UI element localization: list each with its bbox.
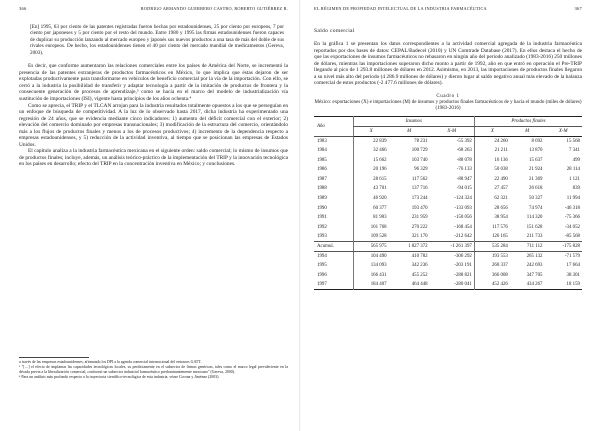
table-cell-value: -212 642 xyxy=(454,234,472,240)
table-row xyxy=(314,184,582,194)
table-cell-value: 18 159 xyxy=(566,282,580,288)
table-cell-value: 117 562 xyxy=(411,176,428,182)
table-cell-year: 1985 xyxy=(317,157,327,163)
table-cell-value: 347 705 xyxy=(526,272,543,278)
block-quote xyxy=(19,24,288,56)
table-cell-year: 1991 xyxy=(317,215,327,221)
table-cell-value: 50 038 xyxy=(474,165,510,175)
table-caption xyxy=(314,94,582,113)
table-cell-value: 1 827 372 xyxy=(389,242,430,252)
table-cell-value: -75 366 xyxy=(564,215,580,221)
footnotes xyxy=(19,357,288,379)
table-cell-value: 38 954 xyxy=(474,213,510,223)
table-cell-value: -94 015 xyxy=(456,186,472,192)
table-cell-value: 1 121 xyxy=(568,176,580,182)
table-cell-year: 1984 xyxy=(317,148,327,154)
table-cell-value: 499 xyxy=(572,157,580,163)
table-row xyxy=(314,136,582,146)
table-row xyxy=(314,251,582,261)
col-group-finales: Productos finales xyxy=(474,117,582,127)
table-cell-value: 151 628 xyxy=(526,224,543,230)
table-cell-value: 74 974 xyxy=(529,205,543,211)
table-row xyxy=(314,270,582,280)
paragraph: Como se aprecia, el TRIP y el TLCAN arrojan para la industria resultados totalmente opuestos a los que se perseguían en un enfoque de búsqueda de competitividad. A la luz de lo observado hasta 2017, dicha industria ha experimentado una regresión de 24 años, que se evidencia mediante cinco indicadores: 1) aumento del déficit comercial con el exterior; 2) elevación del comercio dominado por empresas transnacionales; 3) modificación de la estructura del comercio, orientándolo más a los flujos de productos finales y menos a los de procesos productivos; 4) incremento de la dependencia respecto a empresas estadounidenses, y 5) reducción de la actividad inventiva, al tiempo que se posicionan las empresas de Estados Unidos. xyxy=(19,102,288,148)
col-header-xm: X-M xyxy=(430,127,475,137)
col-group-insumos: Insumos xyxy=(353,117,474,127)
table-cell-year: 1995 xyxy=(317,263,327,269)
table-cell-value: 28 615 xyxy=(353,175,389,185)
table-cell-year: 1986 xyxy=(317,167,327,173)
section-title: Saldo comercial xyxy=(314,28,355,34)
left-body-text xyxy=(19,63,288,168)
table-body xyxy=(314,136,582,290)
table-cell-year: 1990 xyxy=(317,205,327,211)
footnote: ³ "[…] el efecto de implantar las capacidades tecnológicas locales, su perdiciamente en el subsector de firmas genéricas, tales como el marco legal prevaleciente en la década previa a la liberalización comercial, conformó un subsector industrial farmacéutico predominantemente mexicano" (Gereva, 2000). xyxy=(19,364,288,374)
table-cell-value: -175 828 xyxy=(544,242,582,252)
table-cell-value: 38 301 xyxy=(566,272,580,278)
col-header-m: M xyxy=(510,127,545,137)
footnote: ⁴ Para un análisis más profundo respecto a la trayectoria científico-tecnológica de esta industria, véase Corona y Jiménez (2003). xyxy=(19,374,220,379)
col-header-year: Año xyxy=(314,117,353,136)
table-cell-value: -34 052 xyxy=(564,224,580,230)
table-cell-value: -150 056 xyxy=(454,215,472,221)
table-cell-value: 100 729 xyxy=(411,148,428,154)
table-cell-value: 455 252 xyxy=(411,272,428,278)
table-cell-value: 27 457 xyxy=(474,184,510,194)
footnote: a través de las empresas estadounidenses, afirmando los DPI a la agenda comercial internacional del entonces GATT. xyxy=(19,360,202,364)
table-cell-value: 184 407 xyxy=(353,280,389,290)
table-cell-value: -88 947 xyxy=(456,176,472,182)
col-header-m: M xyxy=(389,127,430,137)
table-cell-value: 11 994 xyxy=(566,195,580,201)
quote-text: [En] 1995, 63 por ciento de las patentes registradas fueron hechas por estadounidenses, 25 por ciento por europeos, 7 por ciento por japoneses y 5 por ciento por el resto del mundo. Entre 1980 y 1995 las firmas estadounidenses fueron capaces de duplicar su producción lanzando al mercado europeo y japonés sus nuevos productos a una tasa de más del doble de sus rivales europeos. De hecho, los estadounidenses tienen el 40 por ciento del mercado mundial de medicamentos (Gereva, 2003). xyxy=(30,24,284,56)
table-cell-value: 711 112 xyxy=(510,242,545,252)
table-cell-year: 1997 xyxy=(317,282,327,288)
paragraph: En la gráfica 1 se presentan los datos correspondientes a la actividad comercial agregada de la industria farmacéutica reportados por dos bases de datos: CEPAL/Badecel (2010) y UN Comtrade Database (2017). En ellos destaca el hecho de que las exportaciones de insumos farmacéuticos no rebasaron en ningún año del periodo analizado (1983-2016) 250 millones de dólares, mientras las importaciones superaron dicho monto a partir de 1992, año en que entró en operación el Pre-TRIP llegando al pico de 1 293.8 millones de dólares en 2012. Asimismo, en 2013, las importaciones de productos finales llegaron a su nivel más alto del periodo (4 286.9 millones de dólares) y dieron lugar al saldo negativo anual más elevado de la balanza comercial de estos productos (-2 477.6 millones de dólares). xyxy=(314,41,582,87)
table-cell-value: 60 377 xyxy=(353,203,389,213)
table-row xyxy=(314,146,582,156)
right-running-head: EL RÉGIMEN DE PROPIEDAD INTELECTUAL DE LA INDUSTRIA FARMACÉUTICA xyxy=(314,6,487,11)
table-cell-value: 17 664 xyxy=(566,263,580,269)
table-cell-value: 78 231 xyxy=(414,138,428,144)
table-cell-value: 20 196 xyxy=(353,165,389,175)
table-cell-value: 104 490 xyxy=(353,251,389,261)
table-row xyxy=(314,213,582,223)
table-cell-value: 7 341 xyxy=(568,148,580,154)
table-cell-value: 13 870 xyxy=(529,148,543,154)
table-cell-value: 24 260 xyxy=(474,136,510,146)
table-cell-value: 15 568 xyxy=(566,138,580,144)
table-label: Cuadro 1 xyxy=(436,93,460,99)
table-cell-value: 109 528 xyxy=(353,232,389,242)
col-header-x: X xyxy=(474,127,510,137)
table-cell-value: 62 321 xyxy=(474,194,510,204)
table-cell-value: 134 093 xyxy=(353,261,389,271)
table-cell-year: 1983 xyxy=(317,138,327,144)
table-cell-value: -1 261 397 xyxy=(430,242,475,252)
col-header-xm: X-M xyxy=(544,127,582,137)
table-cell-value: -46 318 xyxy=(564,205,580,211)
table-cell-value: 28 656 xyxy=(474,203,510,213)
table-cell-value: 260 337 xyxy=(474,261,510,271)
table-cell-value: 103 740 xyxy=(411,157,428,163)
table-period: (1983-2016) xyxy=(435,106,461,112)
table-cell-value: 26 618 xyxy=(529,186,543,192)
table-cell-value: -306 292 xyxy=(454,253,472,259)
table-cell-value: -124 324 xyxy=(454,195,472,201)
table-cell-year: 1992 xyxy=(317,224,327,230)
table-cell-value: -203 191 xyxy=(454,263,472,269)
table-cell-value: 321 170 xyxy=(411,234,428,240)
table-cell-value: 464 448 xyxy=(411,282,428,288)
table-cell-value: -133 093 xyxy=(454,205,472,211)
table-title: México: exportaciones (X) e importaciones (M) de insumos y productos finales farmacéuticos de y hacia el mundo (miles de dólares) xyxy=(314,100,582,106)
table-cell-value: 565 975 xyxy=(353,242,389,252)
table-row xyxy=(314,242,582,252)
table-cell-value: 166 431 xyxy=(353,270,389,280)
trade-table xyxy=(314,116,582,290)
table-cell-value: -71 579 xyxy=(564,253,580,259)
table-cell-value: 242 693 xyxy=(526,263,543,269)
col-header-x: X xyxy=(353,127,389,137)
table-cell-value: 137 716 xyxy=(411,186,428,192)
table-cell-year: 1996 xyxy=(317,272,327,278)
table-row xyxy=(314,203,582,213)
table-cell-value: 8 692 xyxy=(531,138,543,144)
table-cell-year: 1987 xyxy=(317,176,327,182)
table-cell-value: 101 768 xyxy=(353,222,389,232)
table-cell-year: 1989 xyxy=(317,195,327,201)
table-row xyxy=(314,261,582,271)
table-cell-value: 535 284 xyxy=(474,242,510,252)
table-cell-value: 114 320 xyxy=(526,215,543,221)
table-cell-value: 211 733 xyxy=(526,234,543,240)
table-cell-value: 342 236 xyxy=(411,263,428,269)
table-cell-value: 839 xyxy=(572,186,580,192)
table-cell-value: 21 211 xyxy=(474,146,510,156)
table-row xyxy=(314,222,582,232)
table-cell-value: 270 222 xyxy=(411,224,428,230)
table-cell-year: 1994 xyxy=(317,253,327,259)
table-cell-value: 46 920 xyxy=(353,194,389,204)
left-running-head: RODRIGO ARMANDO GUERRERO CASTRO, ROBERTO GUTIÉRREZ R. xyxy=(140,6,288,11)
right-page-number: 367 xyxy=(574,6,582,11)
table-cell-value: -288 821 xyxy=(454,272,472,278)
table-cell-value: 265 132 xyxy=(526,253,543,259)
table-cell-value: -280 041 xyxy=(454,282,472,288)
table-cell-value: 21 924 xyxy=(529,167,543,173)
table-cell-value: 81 903 xyxy=(353,213,389,223)
footnote-rule xyxy=(19,357,89,358)
table-row xyxy=(314,175,582,185)
table-row xyxy=(314,155,582,165)
table-cell-value: -168 454 xyxy=(454,224,472,230)
table-cell-value: 193 470 xyxy=(411,205,428,211)
table-row xyxy=(314,280,582,290)
table-cell-year: 1988 xyxy=(317,186,327,192)
table-cell-value: 231 959 xyxy=(411,215,428,221)
left-running-header xyxy=(19,6,288,14)
table-cell-value: -85 568 xyxy=(564,234,580,240)
table-cell-value: -76 133 xyxy=(456,167,472,173)
table-row xyxy=(314,165,582,175)
table-cell-value: -88 078 xyxy=(456,157,472,163)
table-cell-value: 193 553 xyxy=(474,251,510,261)
table-cell-value: 22 490 xyxy=(474,175,510,185)
table-cell-value: 96 329 xyxy=(414,167,428,173)
table-cell-value: 126 165 xyxy=(474,232,510,242)
table-cell-value: 15 662 xyxy=(353,155,389,165)
table-cell-value: 173 244 xyxy=(411,195,428,201)
table-cell-value: 366 008 xyxy=(474,270,510,280)
table-cell-value: 410 782 xyxy=(411,253,428,259)
table-cell-value: 50 327 xyxy=(529,195,543,201)
table-cell-value: 452 426 xyxy=(474,280,510,290)
table-cell-value: 15 637 xyxy=(529,157,543,163)
table-cell-value: -68 263 xyxy=(456,148,472,154)
table-cell-value: 28 114 xyxy=(566,167,580,173)
paragraph: Es decir, que conforme aumentaron las relaciones comerciales entre los países de América del Norte, se incrementó la presencia de las patentes extranjeras de productos farmacéuticos en México, lo que implica que éstas dejaron de ser explotadas productivamente para transformarse en vehículos de beneficio comercial por la vía de la importación. Con ello, se cerró a la industria la posibilidad de transferir y adaptar tecnología a partir de la imitación de productos de frontera y la consecuente generación de procesos de aprendizaje,³ como se hacía en el marco del modelo de industrialización vía sustitución de importaciones (ISI), vigente hasta principios de los años ochenta.⁴ xyxy=(19,63,288,102)
table-cell-value: 43 701 xyxy=(353,184,389,194)
table-cell-value: 22 839 xyxy=(353,136,389,146)
right-running-header xyxy=(314,6,582,14)
table-cell-value: 21 369 xyxy=(529,176,543,182)
table-cell-value: 117 576 xyxy=(474,222,510,232)
table-cell-value: 32 466 xyxy=(353,146,389,156)
right-page xyxy=(300,0,600,431)
table-cell-value: 16 136 xyxy=(474,155,510,165)
table-cell-value: -55 392 xyxy=(456,138,472,144)
right-body-text xyxy=(314,41,582,87)
table-cell-year: 1993 xyxy=(317,234,327,240)
table-cell-year: Acumul. xyxy=(314,242,353,252)
table-row xyxy=(314,232,582,242)
paragraph: El capítulo analiza a la industria farmacéutica mexicana en el siguiente orden: saldo comercial; lo mismo de insumos que de productos finales; incluye, además, un análisis teórico-práctico de la implementación del TRIP y la innovación tecnológica en los países en desarrollo; efecto del TRIP en la concentración inventiva en México; y conclusiones. xyxy=(19,148,288,168)
left-page-number: 366 xyxy=(19,6,27,11)
table-cell-value: 434 267 xyxy=(526,282,543,288)
table-row xyxy=(314,194,582,204)
